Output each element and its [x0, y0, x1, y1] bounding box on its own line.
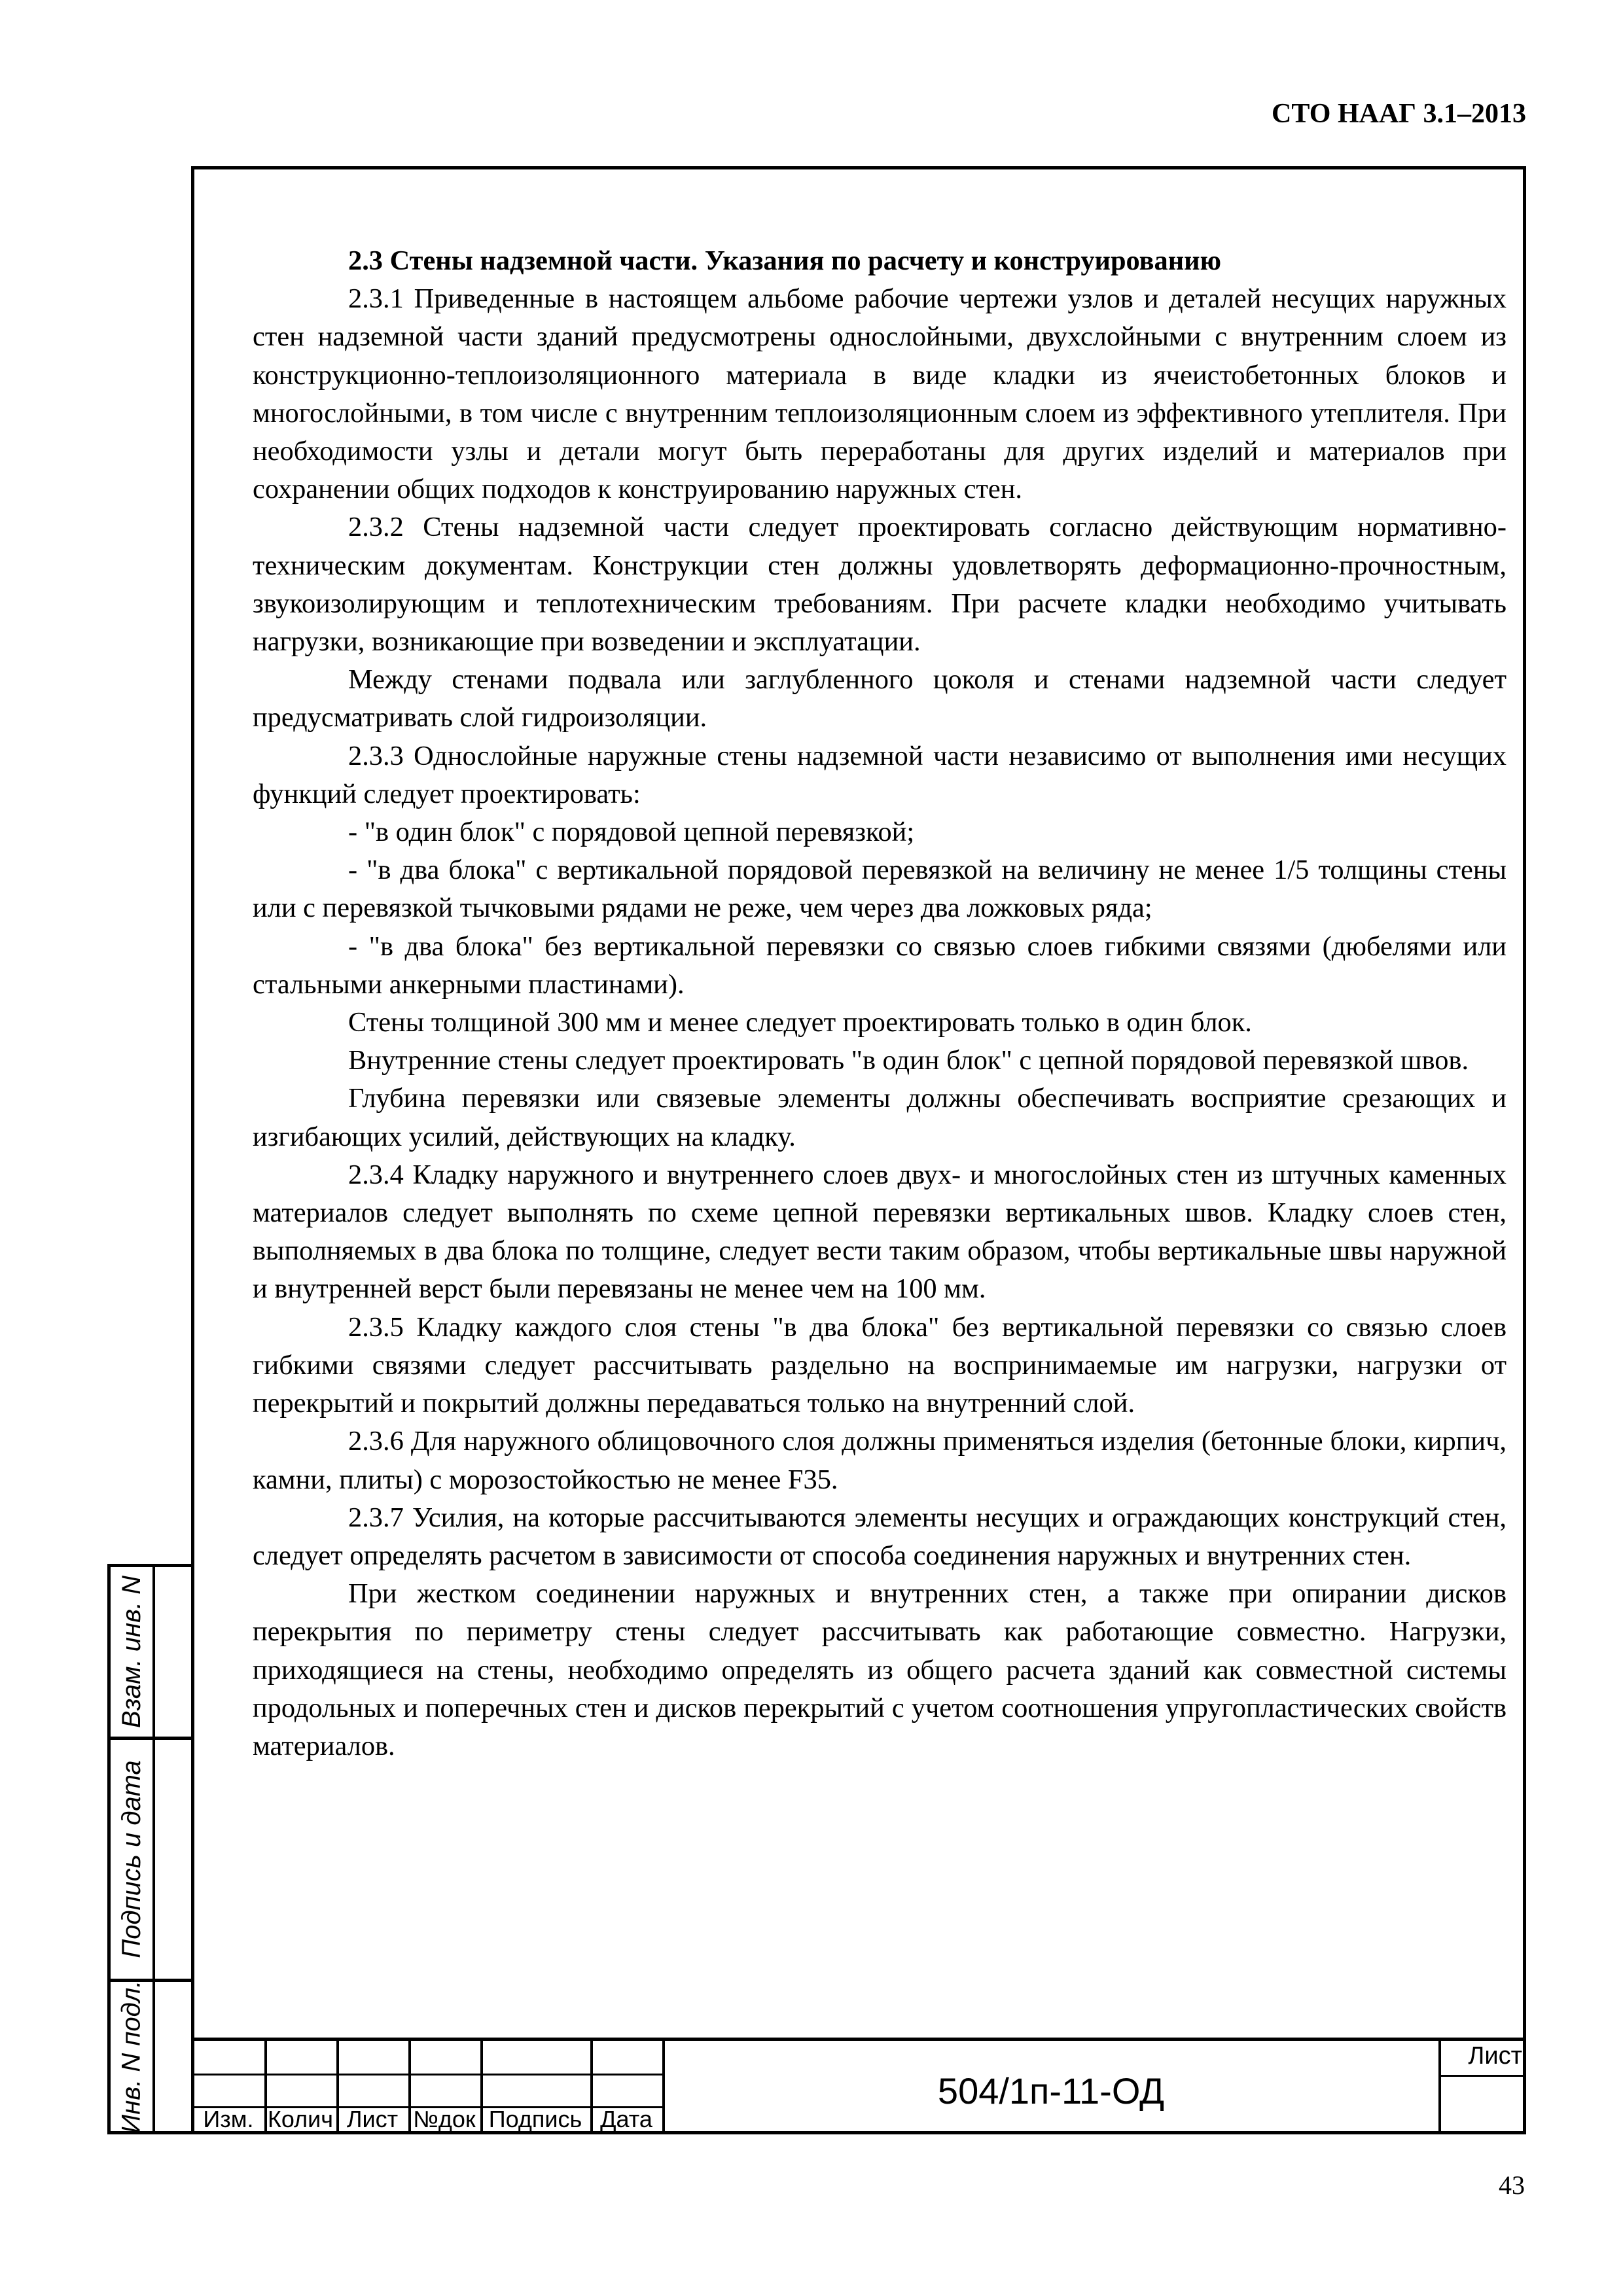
page-number: 43: [1499, 2170, 1525, 2200]
side-stamp-inv-original: [107, 1979, 191, 2134]
sheet-label: Лист: [1468, 2042, 1522, 2070]
paragraph-bonding-depth: Глубина перевязки или связевые элементы должны обеспечивать восприятие срезающих и изгибающих усилий, действующих на кладку.: [253, 1083, 1507, 1152]
paragraph-waterproofing: Между стенами подвала или заглубленного цоколя и стенами надземной части следует предусматривать слой гидроизоляции.: [253, 664, 1507, 733]
col-izm: Изм.: [203, 2106, 254, 2132]
section-title: 2.3 Стены надземной части. Указания по расчету и конструированию: [348, 245, 1221, 276]
paragraph-2-3-4: 2.3.4 Кладку наружного и внутреннего слоев двух- и многослойных стен из штучных каменных материалов следует выполнять по схеме цепной перевязки вертикальных швов. Кладку слоев стен, выполняемых в два блока по толщине, следует вести таким образом, чтобы вертикальные швы наружной и внутренней верст были перевязаны не менее чем на 100 мм.: [253, 1159, 1507, 1305]
list-item-one-block: - "в один блок" с порядовой цепной перевязкой;: [348, 817, 915, 848]
side-label-inv-original: Инв. N подл.: [116, 1980, 146, 2133]
document-body: [253, 242, 1507, 1765]
side-label-signature-date: Подпись и дата: [116, 1760, 146, 1958]
col-data: Дата: [600, 2106, 652, 2132]
paragraph-2-3-7: 2.3.7 Усилия, на которые рассчитываются элементы несущих и ограждающих конструкций стен, следует определять расчетом в зависимости от способа соединения наружных и внутренних стен.: [253, 1502, 1507, 1571]
list-item-two-blocks-bonded: - "в два блока" с вертикальной порядовой перевязкой на величину не менее 1/5 толщины стены или с перевязкой тычковыми рядами не реже, чем через два ложковых ряда;: [253, 855, 1507, 924]
paragraph-2-3-3: 2.3.3 Однослойные наружные стены надземной части независимо от выполнения ими несущих функций следует проектировать:: [253, 740, 1507, 809]
paragraph-2-3-2: 2.3.2 Стены надземной части следует проектировать согласно действующим нормативно-техническим документам. Конструкции стен должны удовлетворять деформационно-прочностным, звукоизолирующим и теплотехническим требованиям. При расчете кладки необходимо учитывать нагрузки, возникающие при возведении и эксплуатации.: [253, 512, 1507, 658]
title-block: [191, 2038, 1526, 2134]
standard-code: СТО НААГ 3.1–2013: [1271, 99, 1526, 129]
side-label-inv-replace: Взам. инв. N: [116, 1576, 146, 1728]
document-code: 504/1п-11-ОД: [937, 2070, 1165, 2111]
paragraph-rigid-connection: При жестком соединении наружных и внутренних стен, а также при опирании дисков перекрытия по периметру стены следует рассчитывать как работающие совместно. Нагрузки, приходящиеся на стены, необходимо определять из общего расчета зданий как совместной системы продольных и поперечных стен и дисков перекрытий с учетом соотношения упругопластических свойств материалов.: [253, 1578, 1507, 1761]
paragraph-2-3-1: 2.3.1 Приведенные в настоящем альбоме рабочие чертежи узлов и деталей несущих наружных стен надземной части зданий предусмотрены однослойными, двухслойными с внутренним слоем из конструкционно-теплоизоляционного материала в виде кладки из ячеистобетонных блоков и многослойными, в том числе с внутренним теплоизоляционным слоем из эффективного утеплителя. При необходимости узлы и детали могут быть переработаны для других изделий и материалов при сохранении общих подходов к конструированию наружных стен.: [253, 283, 1507, 505]
paragraph-2-3-5: 2.3.5 Кладку каждого слоя стены "в два блока" без вертикальной перевязки со связью слоев гибкими связями следует рассчитывать раздельно на воспринимаемые им нагрузки, нагрузки от перекрытий и покрытий должны передаваться только на внутренний слой.: [253, 1311, 1507, 1419]
paragraph-internal-walls: Внутренние стены следует проектировать "в один блок" с цепной порядовой перевязкой швов.: [348, 1045, 1469, 1076]
paragraph-300mm: Стены толщиной 300 мм и менее следует проектировать только в один блок.: [348, 1007, 1252, 1038]
side-stamp-inv-replace: [107, 1564, 191, 1737]
col-ndok: №док: [413, 2106, 476, 2132]
paragraph-2-3-6: 2.3.6 Для наружного облицовочного слоя должны применяться изделия (бетонные блоки, кирпич, камни, плиты) с морозостойкостью не менее F35.: [253, 1426, 1507, 1495]
col-list: Лист: [346, 2106, 399, 2132]
col-kolich: Колич: [267, 2106, 334, 2132]
side-stamp-signature-date: [107, 1737, 191, 1979]
col-podpis: Подпись: [488, 2106, 582, 2132]
list-item-two-blocks-flexible: - "в два блока" без вертикальной перевязки со связью слоев гибкими связями (дюбелями или стальными анкерными пластинами).: [253, 930, 1507, 1000]
